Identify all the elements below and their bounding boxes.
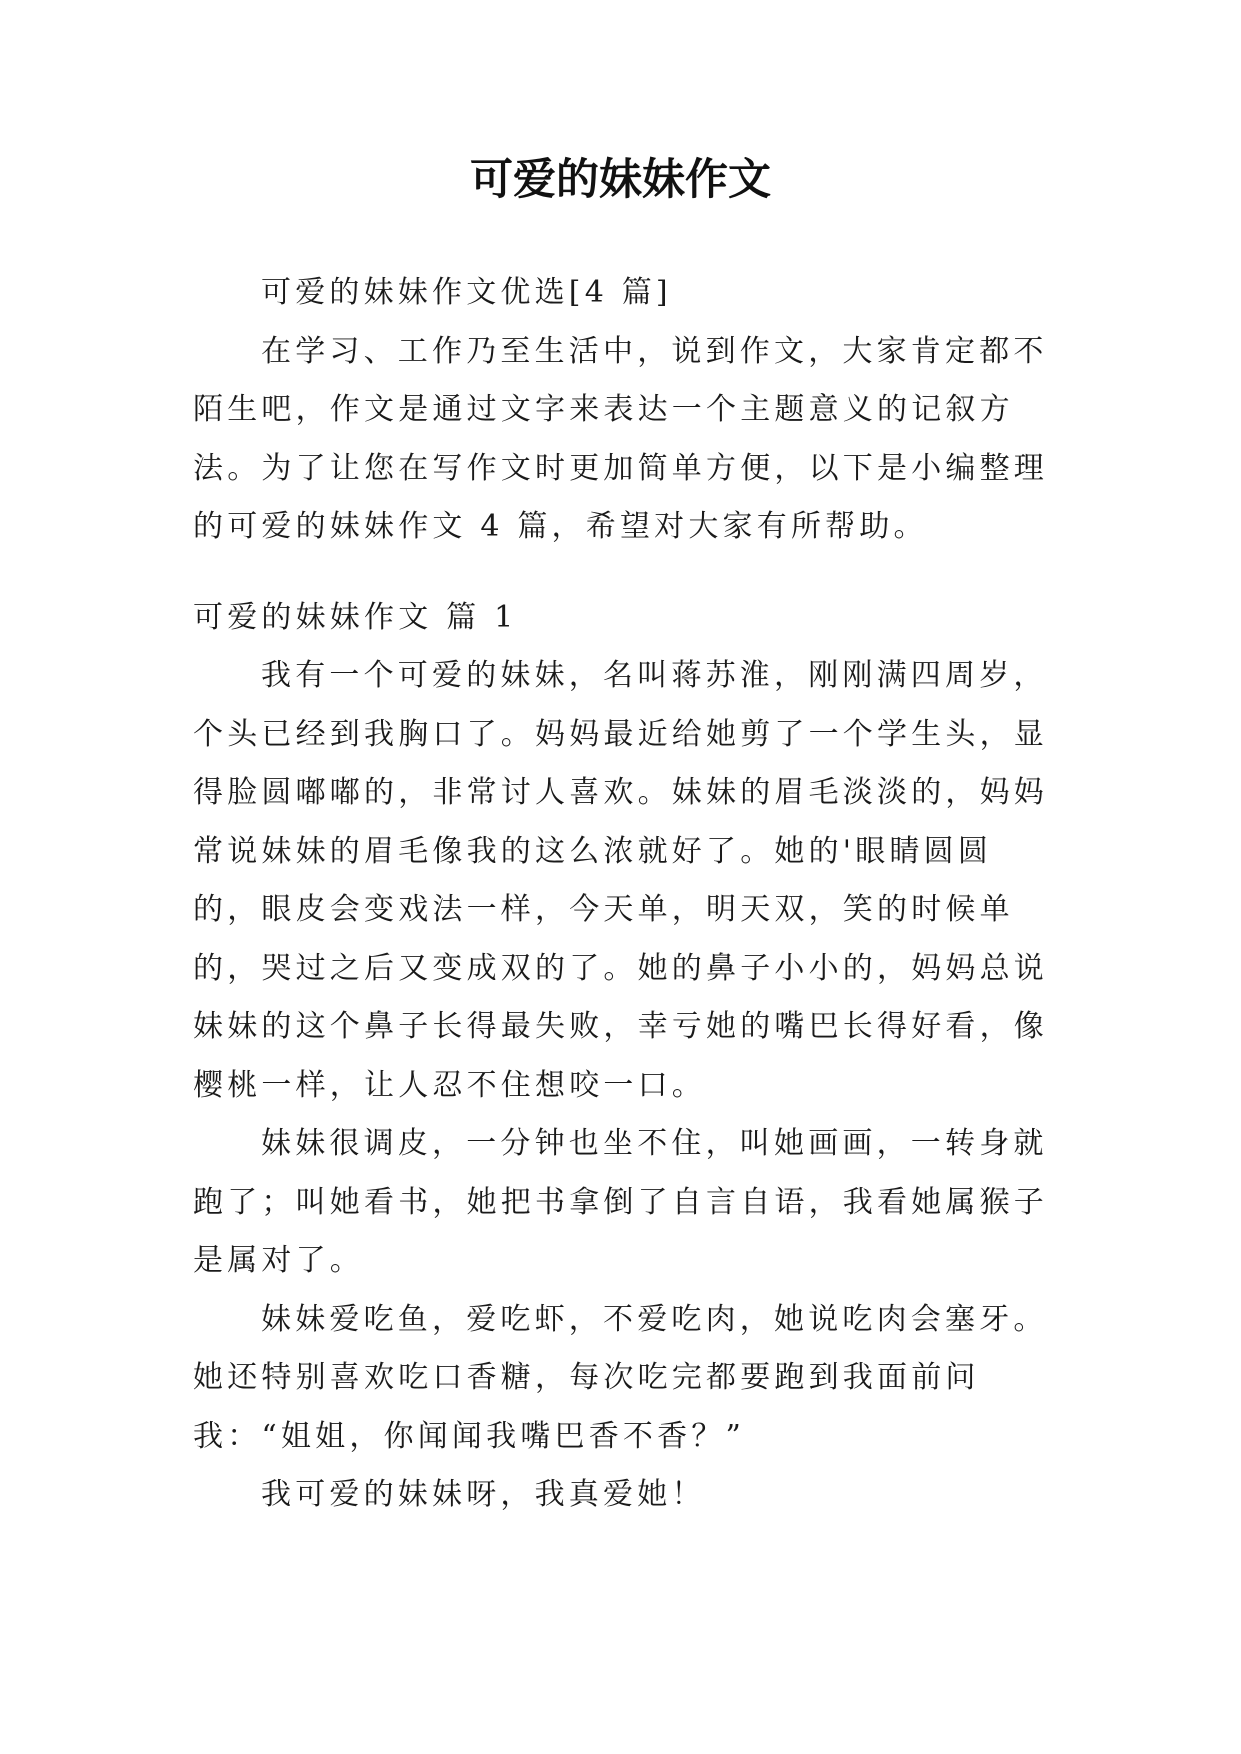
document-body — [193, 264, 1059, 1525]
paragraph-3: 妹妹爱吃鱼，爱吃虾，不爱吃肉，她说吃肉会塞牙。她还特别喜欢吃口香糖，每次吃完都要跑到我面前问我：“姐姐，你闻闻我嘴巴香不香？” — [193, 1301, 1048, 1454]
intro-paragraph: 在学习、工作乃至生活中，说到作文，大家肯定都不陌生吧，作文是通过文字来表达一个主题意义的记叙方法。为了让您在写作文时更加简单方便，以下是小编整理的可爱的妹妹作文 4 篇，希望对大家有所帮助。 — [193, 333, 1048, 544]
document-subtitle: 可爱的妹妹作文优选[4 篇] — [261, 275, 672, 310]
paragraph-2: 妹妹很调皮，一分钟也坐不住，叫她画画，一转身就跑了；叫她看书，她把书拿倒了自言自语，我看她属猴子是属对了。 — [193, 1126, 1048, 1278]
paragraph-4: 我可爱的妹妹呀，我真爱她！ — [261, 1477, 706, 1512]
paragraph-1: 我有一个可爱的妹妹，名叫蒋苏淮，刚刚满四周岁，个头已经到我胸口了。妈妈最近给她剪了一个学生头，显得脸圆嘟嘟的，非常讨人喜欢。妹妹的眉毛淡淡的，妈妈常说妹妹的眉毛像我的这么浓就好了。她的'眼睛圆圆的，眼皮会变戏法一样，今天单，明天双，笑的时候单的，哭过之后又变成双的了。她的鼻子小小的，妈妈总说妹妹的这个鼻子长得最失败，幸亏她的嘴巴长得好看，像樱桃一样，让人忍不住想咬一口。 — [193, 658, 1048, 1103]
section-heading: 可爱的妹妹作文 篇 1 — [193, 599, 518, 635]
document-title: 可爱的妹妹作文 — [470, 155, 771, 205]
